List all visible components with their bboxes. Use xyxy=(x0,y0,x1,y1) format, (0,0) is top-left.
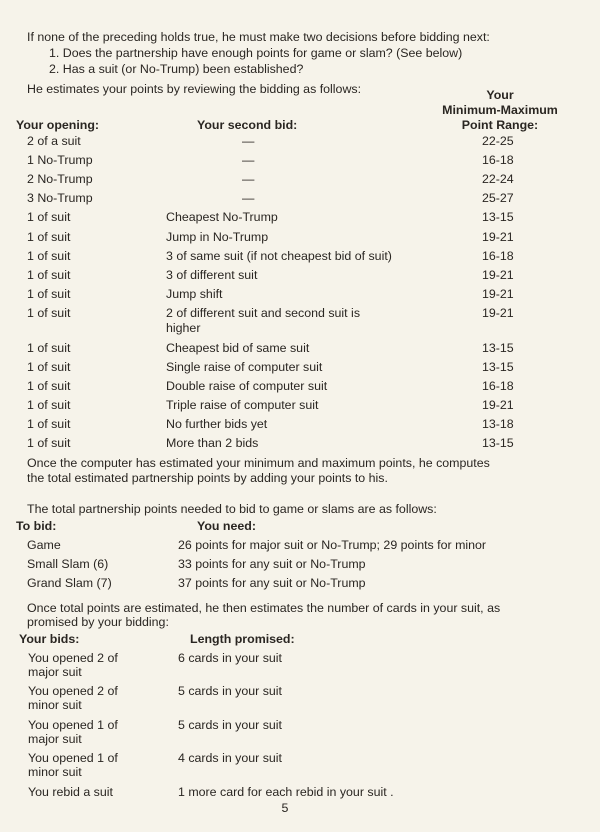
second-bid-cell: Cheapest bid of same suit xyxy=(166,341,310,355)
opening-cell: 1 of suit xyxy=(27,287,71,301)
opening-cell: 1 of suit xyxy=(27,398,71,412)
range-cell: 19-21 xyxy=(482,230,514,244)
second-bid-cell: 3 of different suit xyxy=(166,268,258,282)
question-2: 2. Has a suit (or No-Trump) been established? xyxy=(49,62,304,76)
length-cell: 5 cards in your suit xyxy=(178,684,282,698)
range-header-1: Your xyxy=(486,88,514,102)
range-cell: 19-21 xyxy=(482,306,514,320)
you-need-header: You need: xyxy=(197,519,256,533)
range-cell: 16-18 xyxy=(482,379,514,393)
second-bid-cell: 3 of same suit (if not cheapest bid of suit) xyxy=(166,249,392,263)
second-bid-cell: Jump in No-Trump xyxy=(166,230,269,244)
range-cell: 13-15 xyxy=(482,341,514,355)
range-header-2: Minimum-Maximum xyxy=(442,103,558,117)
bid-cell: Grand Slam (7) xyxy=(27,576,112,590)
opening-cell: 1 of suit xyxy=(27,268,71,282)
game-table-intro: The total partnership points needed to bid to game or slams are as follows: xyxy=(27,502,437,516)
need-cell: 37 points for any suit or No-Trump xyxy=(178,576,366,590)
length-cell: 1 more card for each rebid in your suit . xyxy=(178,785,394,799)
range-cell: 16-18 xyxy=(482,249,514,263)
estimates-line: He estimates your points by reviewing the bidding as follows: xyxy=(27,82,362,96)
computes-line-2: the total estimated partnership points by adding your points to his. xyxy=(27,471,388,485)
opening-cell: 1 of suit xyxy=(27,230,71,244)
opening-cell: 1 of suit xyxy=(27,249,71,263)
range-cell: 13-15 xyxy=(482,210,514,224)
opening-cell: 1 of suit xyxy=(27,341,71,355)
range-cell: 19-21 xyxy=(482,268,514,282)
length-cell: 6 cards in your suit xyxy=(178,651,282,665)
second-bid-cell-continued: higher xyxy=(166,321,201,335)
bid-cell: You opened 1 of xyxy=(28,718,118,732)
second-bid-cell: — xyxy=(242,191,255,205)
page-number: 5 xyxy=(281,801,289,815)
range-cell: 22-25 xyxy=(482,134,514,148)
range-cell: 19-21 xyxy=(482,287,514,301)
second-bid-cell: No further bids yet xyxy=(166,417,268,431)
range-cell: 19-21 xyxy=(482,398,514,412)
bid-cell-continued: minor suit xyxy=(28,765,82,779)
range-cell: 13-15 xyxy=(482,360,514,374)
bid-cell: Small Slam (6) xyxy=(27,557,109,571)
range-cell: 13-15 xyxy=(482,436,514,450)
range-cell: 22-24 xyxy=(482,172,514,186)
range-cell: 16-18 xyxy=(482,153,514,167)
range-cell: 25-27 xyxy=(482,191,514,205)
opening-cell: 1 No-Trump xyxy=(27,153,93,167)
opening-cell: 1 of suit xyxy=(27,417,71,431)
bid-cell-continued: major suit xyxy=(28,732,82,746)
length-intro-1: Once total points are estimated, he then estimates the number of cards in your suit, as xyxy=(27,601,501,615)
need-cell: 33 points for any suit or No-Trump xyxy=(178,557,366,571)
second-bid-cell: 2 of different suit and second suit is xyxy=(166,306,361,320)
to-bid-header: To bid: xyxy=(16,519,57,533)
need-cell: 26 points for major suit or No-Trump; 29 points for minor xyxy=(178,538,487,552)
opening-header: Your opening: xyxy=(16,118,100,132)
second-bid-cell: — xyxy=(242,172,255,186)
range-header-3: Point Range: xyxy=(461,118,539,132)
bid-cell: You opened 2 of xyxy=(28,684,118,698)
length-cell: 4 cards in your suit xyxy=(178,751,282,765)
bid-cell: You opened 2 of xyxy=(28,651,118,665)
opening-cell: 1 of suit xyxy=(27,379,71,393)
second-bid-cell: Single raise of computer suit xyxy=(166,360,323,374)
second-bid-cell: Cheapest No-Trump xyxy=(166,210,278,224)
opening-cell: 1 of suit xyxy=(27,360,71,374)
bid-cell: You opened 1 of xyxy=(28,751,118,765)
bid-cell-continued: major suit xyxy=(28,665,82,679)
opening-cell: 3 No-Trump xyxy=(27,191,93,205)
opening-cell: 1 of suit xyxy=(27,436,71,450)
range-cell: 13-18 xyxy=(482,417,514,431)
your-bids-header: Your bids: xyxy=(19,632,80,646)
second-bid-cell: Triple raise of computer suit xyxy=(166,398,319,412)
question-1: 1. Does the partnership have enough points for game or slam? (See below) xyxy=(49,46,463,60)
intro-line: If none of the preceding holds true, he must make two decisions before bidding next: xyxy=(27,30,490,44)
computes-line-1: Once the computer has estimated your minimum and maximum points, he computes xyxy=(27,456,490,470)
second-bid-cell: More than 2 bids xyxy=(166,436,259,450)
length-header: Length promised: xyxy=(190,632,295,646)
length-cell: 5 cards in your suit xyxy=(178,718,282,732)
opening-cell: 1 of suit xyxy=(27,306,71,320)
opening-cell: 1 of suit xyxy=(27,210,71,224)
second-bid-cell: Double raise of computer suit xyxy=(166,379,328,393)
bid-cell-continued: minor suit xyxy=(28,698,82,712)
opening-cell: 2 of a suit xyxy=(27,134,81,148)
second-bid-cell: — xyxy=(242,134,255,148)
opening-cell: 2 No-Trump xyxy=(27,172,93,186)
second-bid-header: Your second bid: xyxy=(197,118,298,132)
bid-cell: Game xyxy=(27,538,61,552)
length-intro-2: promised by your bidding: xyxy=(27,615,169,629)
bid-cell: You rebid a suit xyxy=(28,785,113,799)
second-bid-cell: Jump shift xyxy=(166,287,223,301)
second-bid-cell: — xyxy=(242,153,255,167)
